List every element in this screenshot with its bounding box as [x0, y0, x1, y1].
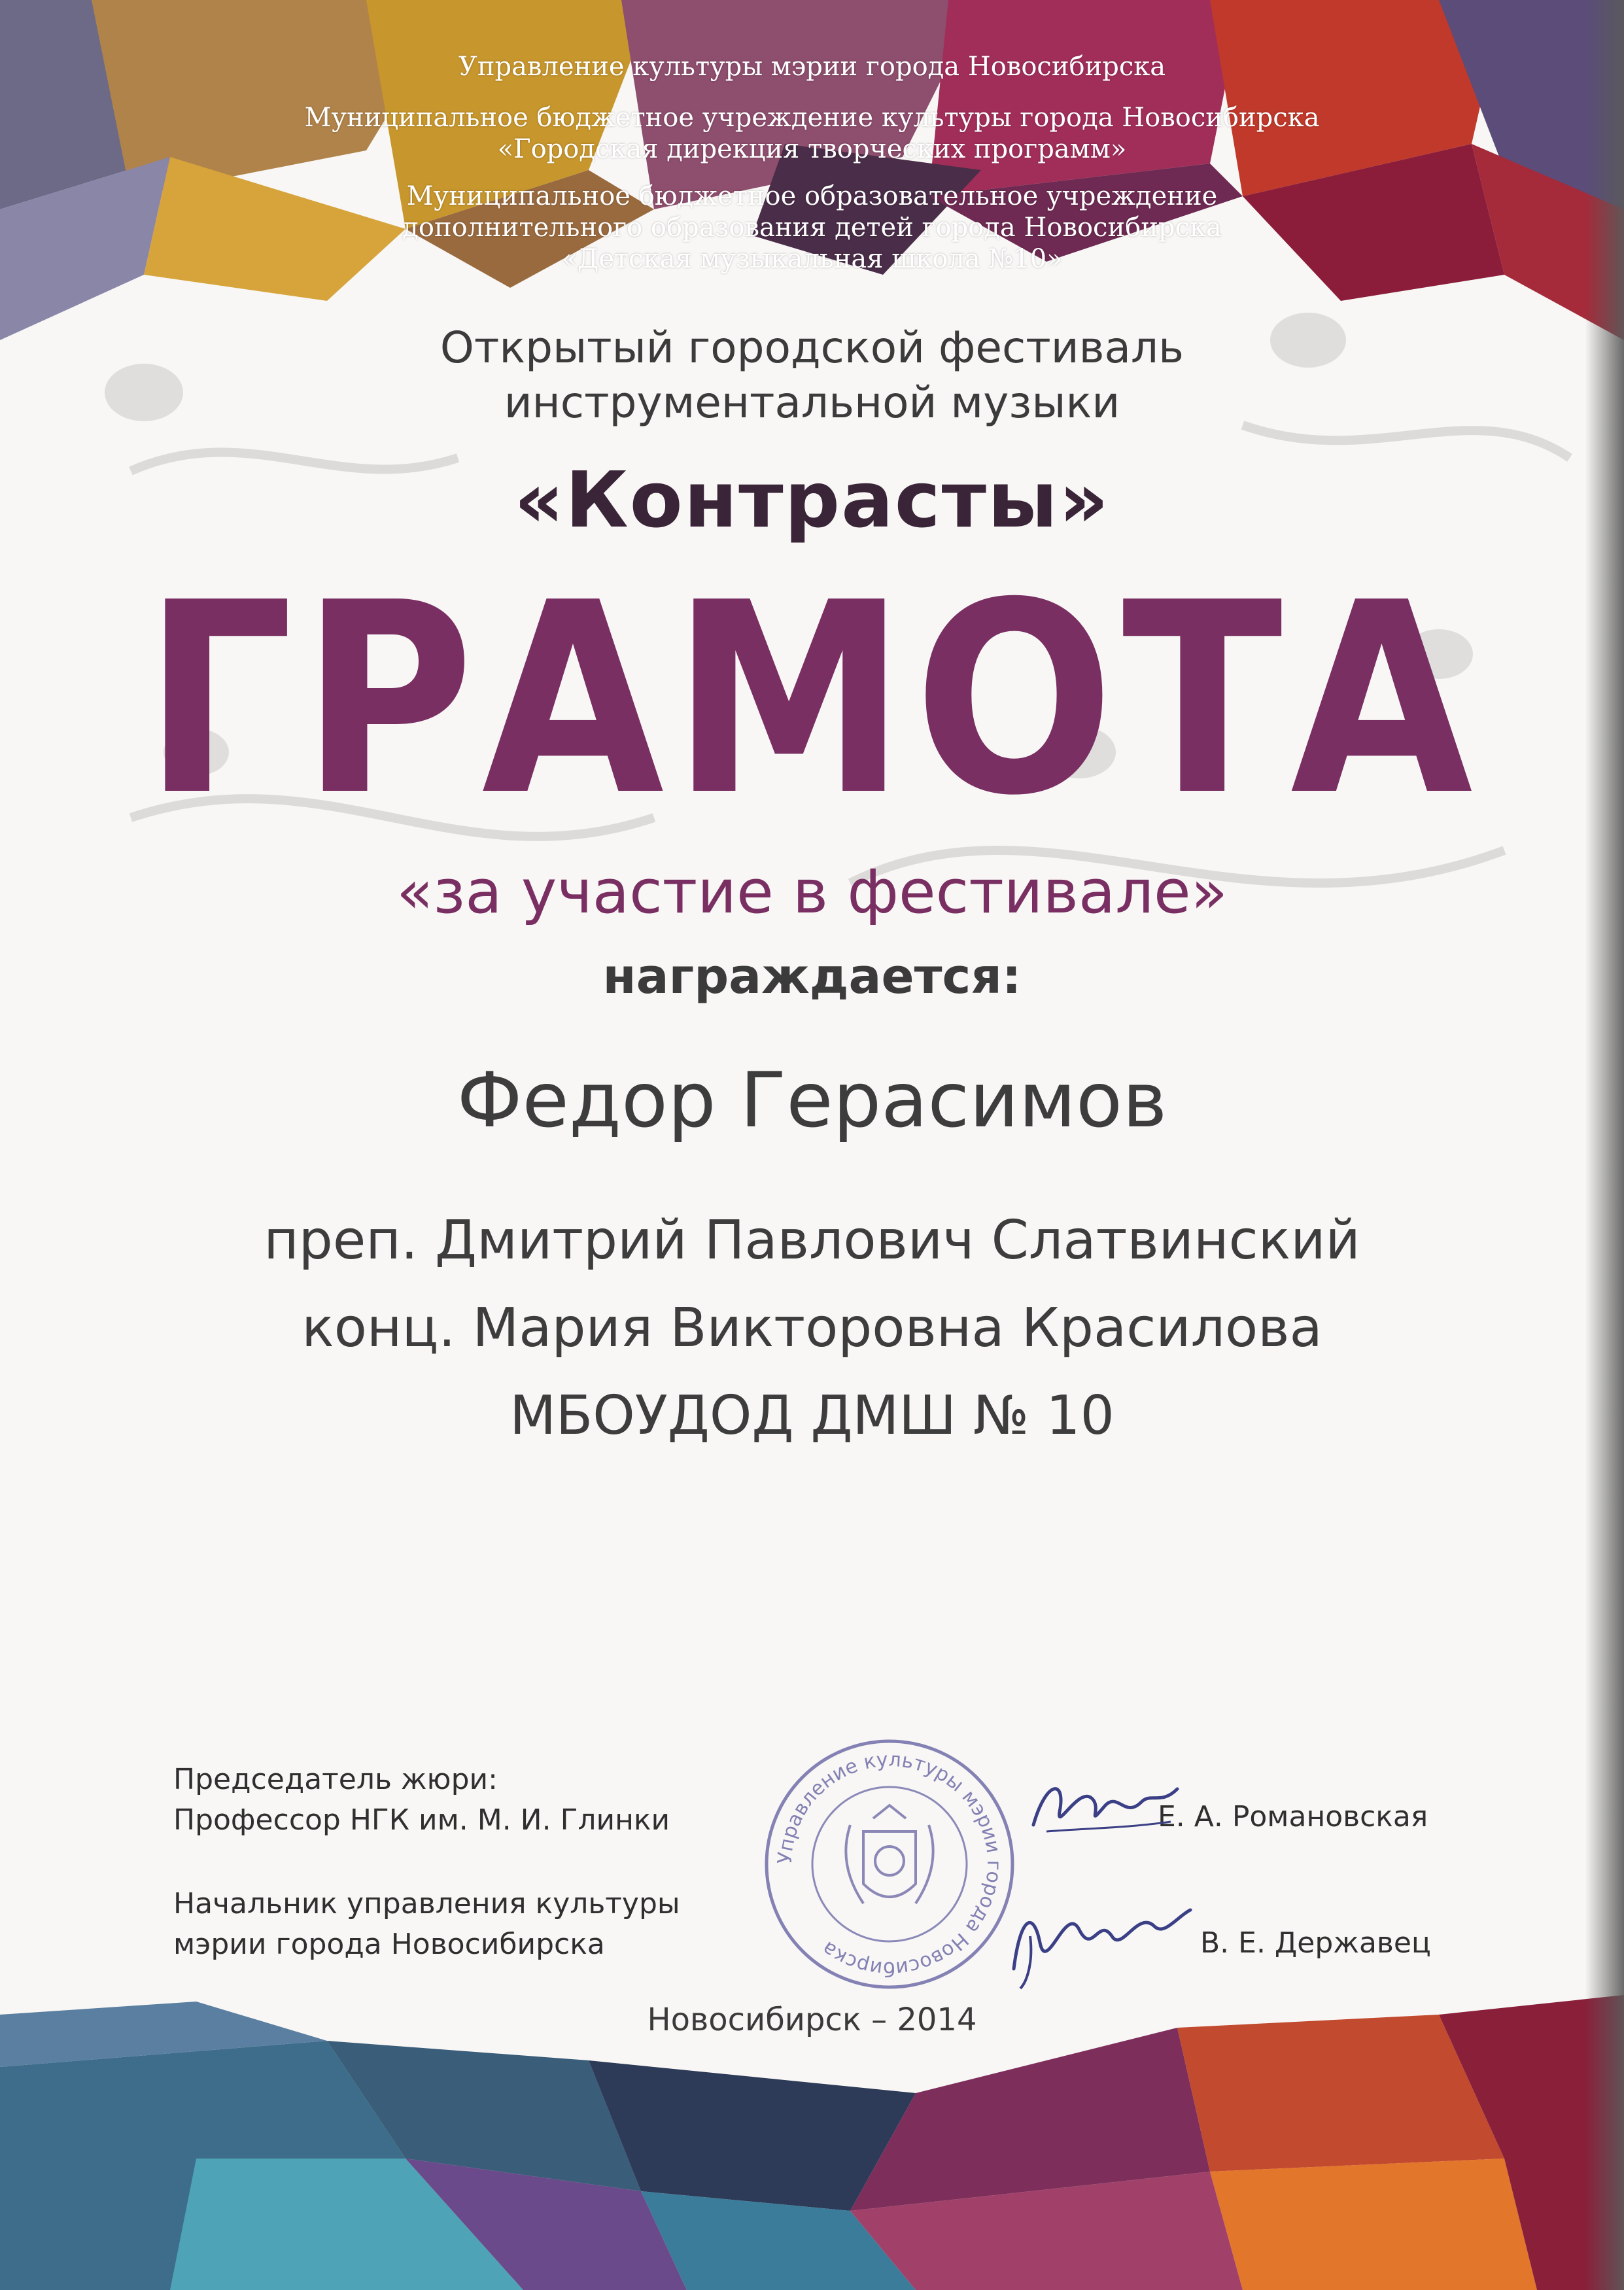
- recipient-name: Федор Герасимов: [457, 1056, 1167, 1145]
- jury-signature: [1020, 1766, 1190, 1851]
- festival-line-1: Открытый городской фестиваль: [440, 322, 1184, 373]
- festival-line-2: инструментальной музыки: [504, 377, 1120, 428]
- head-signature: [994, 1890, 1203, 1995]
- svg-text:Управление культуры мэрии горо: [774, 1748, 1005, 1980]
- certificate-title: ГРАМОТА: [143, 546, 1481, 854]
- organizer-line: Управление культуры мэрии города Новосибирска: [458, 52, 1166, 82]
- recipient-details: [0, 1197, 1624, 1460]
- festival-name: «Контрасты»: [513, 455, 1111, 545]
- organizers-header: [0, 51, 1624, 275]
- awarded-label: награждается:: [602, 948, 1022, 1005]
- organizer-line: «Детская музыкальная школа №10»: [561, 244, 1063, 274]
- jury-role-line-1: Председатель жюри:: [173, 1763, 498, 1796]
- festival-title: [0, 321, 1624, 430]
- coat-of-arms-icon: [846, 1805, 933, 1903]
- organizer-line: «Городская дирекция творческих программ»: [497, 134, 1127, 164]
- head-role-line-1: Начальник управления культуры: [173, 1887, 680, 1920]
- teacher-line: преп. Дмитрий Павлович Слатвинский: [264, 1209, 1360, 1272]
- accompanist-line: конц. Мария Викторовна Красилова: [302, 1297, 1322, 1359]
- certificate-reason: «за участие в фестивале»: [396, 857, 1228, 927]
- stamp-text: Управление культуры мэрии города Новосибирска: [773, 1748, 1006, 1981]
- head-name: В. Е. Державец: [1200, 1926, 1431, 1960]
- organizer-line: Муниципальное бюджетное учреждение культуры города Новосибирска: [304, 103, 1320, 133]
- city-year: Новосибирск – 2014: [647, 2002, 977, 2038]
- organizer-line: Муниципальное бюджетное образовательное учреждение: [406, 181, 1218, 211]
- school-line: МБОУДОД ДМШ № 10: [510, 1385, 1114, 1447]
- jury-name: Е. А. Романовская: [1158, 1800, 1428, 1833]
- jury-role-line-2: Профессор НГК им. М. И. Глинки: [173, 1803, 670, 1837]
- head-role: [173, 1884, 762, 1965]
- jury-role: [173, 1760, 762, 1841]
- official-stamp: [759, 1733, 1020, 1995]
- head-role-line-2: мэрии города Новосибирска: [173, 1928, 605, 1961]
- organizer-line: дополнительного образования детей города Новосибирска: [402, 213, 1222, 243]
